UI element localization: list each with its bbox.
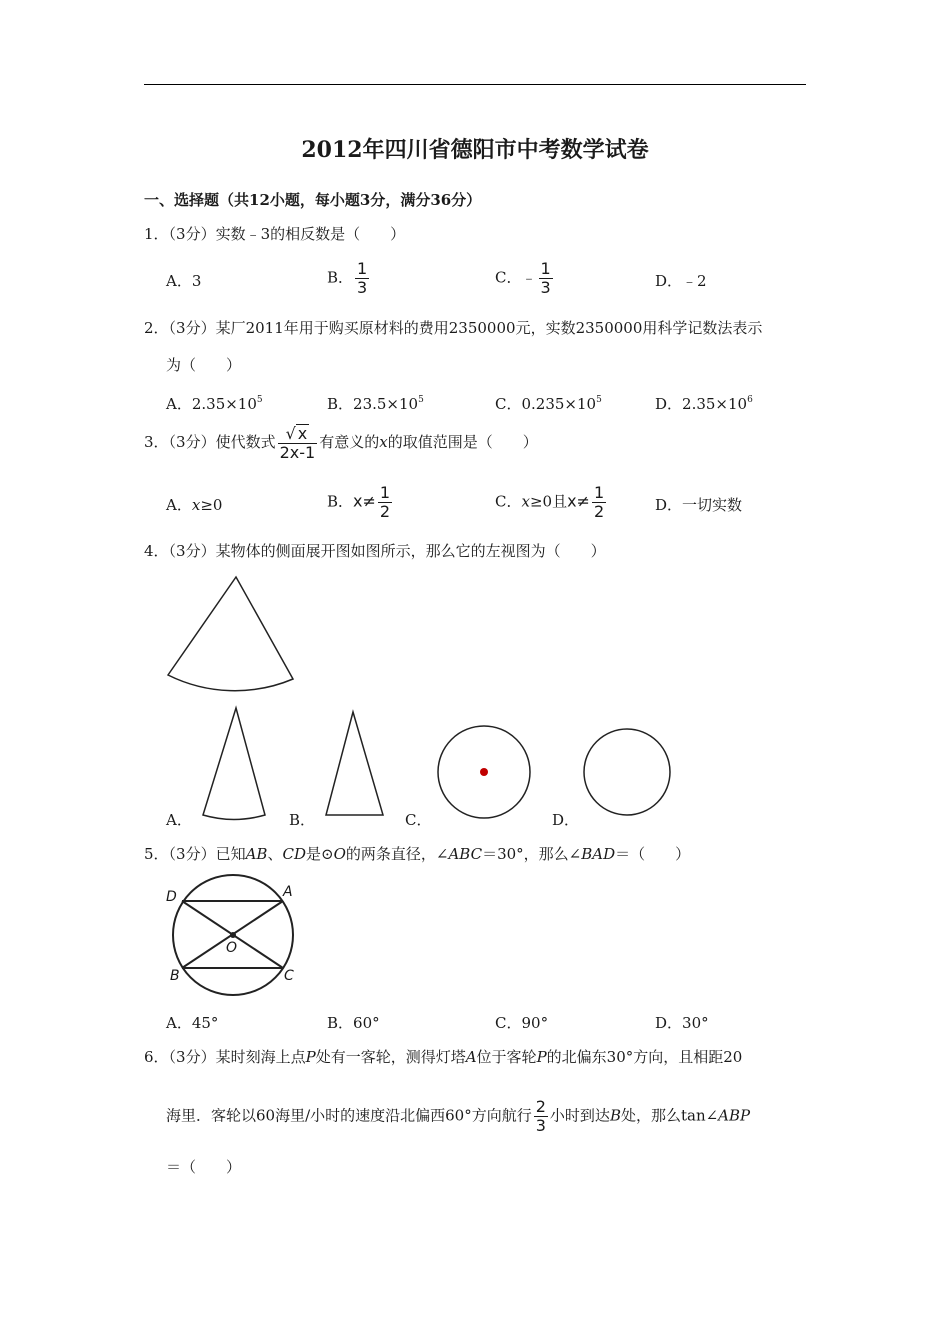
question-1-stem: 1．（3分）实数﹣3的相反数是（ ） — [144, 225, 406, 243]
q3-option-b: B．x≠ $\frac{1}{2}$ — [327, 483, 391, 521]
q3-expression-fraction: $\frac{√ x}{2x-1}$ — [279, 424, 316, 462]
q2-option-a: A．$2.35\times 10^5$ — [166, 395, 263, 413]
q5-label-c: C — [284, 968, 294, 984]
q3-fraction-b: $\frac{1}{2}$ — [379, 483, 391, 521]
q3-option-a: A．x≥0 — [166, 496, 223, 514]
question-6-stem-line3: ＝（ ） — [166, 1158, 242, 1176]
question-2-stem-line1: 2．（3分）某厂2011年用于购买原材料的费用2350000元，实数2350000用科学记数法表示 — [144, 319, 763, 337]
q3-fraction-c: $\frac{1}{2}$ — [593, 483, 605, 521]
question-6-stem-line1: 6．（3分）某时刻海上点P处有一客轮，测得灯塔A位于客轮P的北偏东30°方向，且相距20 — [144, 1048, 743, 1066]
q4-option-b: B． — [289, 811, 316, 829]
q5-label-o: O — [226, 940, 238, 956]
q1-option-c: C．﹣ $\frac{1}{3}$ — [495, 259, 551, 297]
q1-option-a: A．3 — [166, 272, 202, 290]
q2-option-c: C．$0.235\times 10^5$ — [495, 395, 602, 413]
q5-label-a: A — [283, 884, 293, 900]
page-title: 2012年四川省德阳市中考数学试卷 — [301, 137, 649, 163]
section-heading: 一、选择题（共12小题，每小题3分，满分36分） — [144, 191, 482, 209]
q1-fraction-c: $\frac{1}{3}$ — [540, 259, 551, 297]
q3-option-c: C．x≥0且x≠ $\frac{1}{2}$ — [495, 483, 605, 521]
q3-option-d: D．一切实数 — [655, 496, 743, 514]
q5-option-c: C．90° — [495, 1014, 549, 1032]
q2-option-d: D．$2.35\times 10^6$ — [655, 395, 753, 413]
q4-option-c: C． — [405, 811, 432, 829]
q5-option-d: D．30° — [655, 1014, 709, 1032]
q6-fraction: $\frac{2}{3}$ — [535, 1097, 546, 1135]
q5-label-b: B — [170, 968, 180, 984]
q4-option-a: A． — [166, 811, 192, 829]
q2-option-b: B．$23.5\times 10^5$ — [327, 395, 424, 413]
q1-fraction-b: $\frac{1}{3}$ — [357, 259, 368, 297]
q4-option-d: D． — [552, 811, 580, 829]
question-4-stem: 4．（3分）某物体的侧面展开图如图所示，那么它的左视图为（ ） — [144, 542, 606, 560]
q5-option-a: A．45° — [166, 1014, 219, 1032]
question-6-stem-line2: 海里．客轮以60海里/小时的速度沿北偏西60°方向航行 $\frac{2}{3}$ 小时到达B处，那么tan∠ABP — [166, 1097, 751, 1135]
q1-option-b: B． $\frac{1}{3}$ — [327, 259, 368, 297]
question-5-stem: 5．（3分）已知AB、CD是⊙O的两条直径，∠ABC＝30°，那么∠BAD＝（ ） — [144, 845, 691, 863]
q5-label-d: D — [166, 889, 177, 905]
question-2-stem-line2: 为（ ） — [166, 356, 242, 374]
question-3-stem: 3．（3分）使代数式 $\frac{√ x}{2x-1}$ 有意义的x的取值范围是（ ） — [144, 424, 538, 462]
q5-option-b: B．60° — [327, 1014, 380, 1032]
q1-option-d: D．﹣2 — [655, 272, 707, 290]
